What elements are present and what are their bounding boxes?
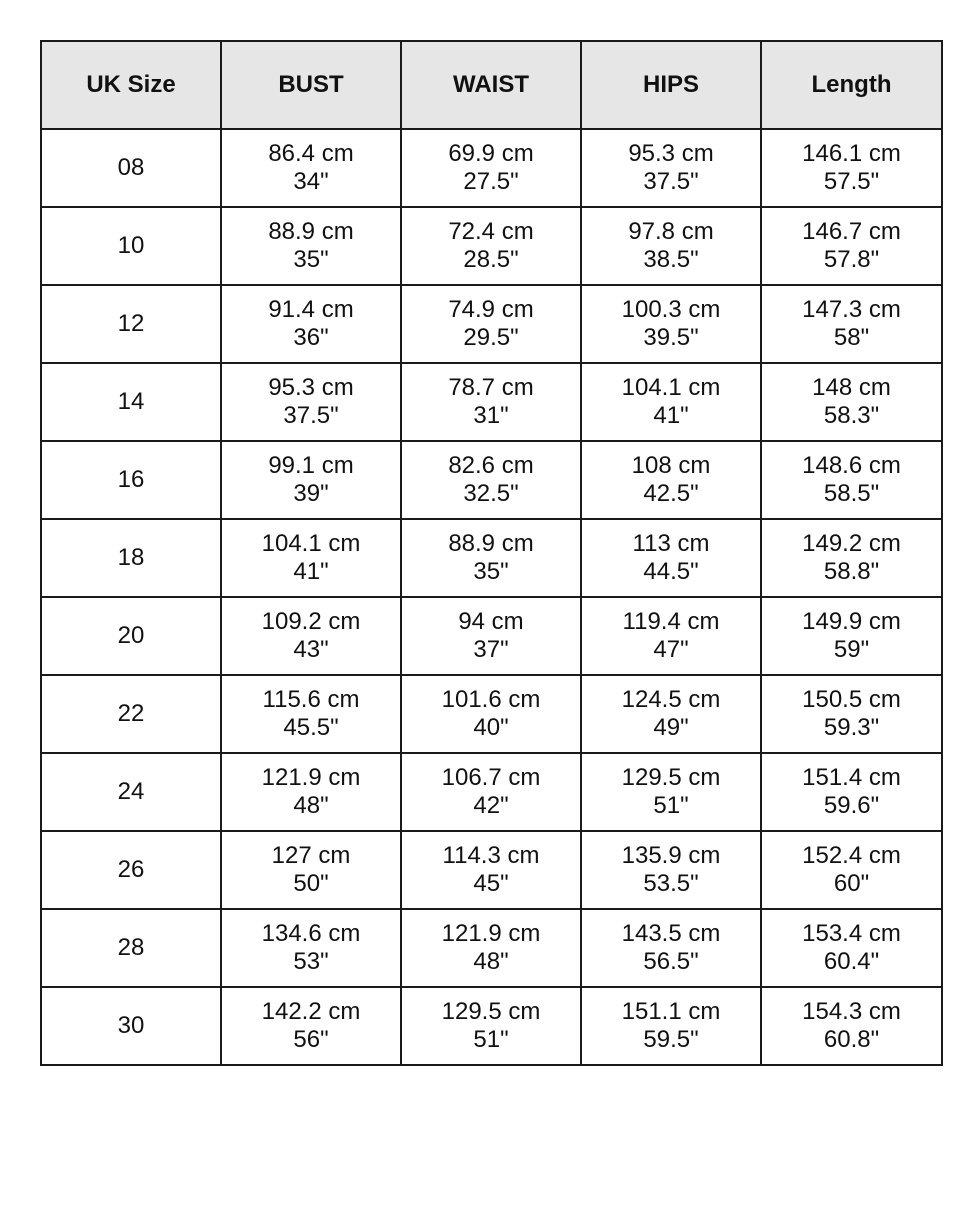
table-row — [41, 675, 942, 753]
bust-cell — [221, 519, 401, 597]
bust-inch-value: 43" — [293, 636, 329, 663]
waist-cm-value: 78.7 cm — [448, 374, 534, 401]
uk-size-cell: 20 — [41, 597, 221, 675]
hips-cm-value: 151.1 cm — [621, 998, 721, 1025]
table-row — [41, 129, 942, 207]
waist-cell — [401, 363, 581, 441]
bust-cell — [221, 909, 401, 987]
waist-inch-value: 48" — [473, 948, 509, 975]
hips-cell — [581, 597, 761, 675]
bust-inch-value: 36" — [293, 324, 329, 351]
hips-cell — [581, 129, 761, 207]
waist-inch-value: 37" — [473, 636, 509, 663]
table-row — [41, 441, 942, 519]
waist-cm-value: 106.7 cm — [441, 764, 541, 791]
waist-cell — [401, 675, 581, 753]
bust-inch-value: 53" — [293, 948, 329, 975]
length-cm-value: 151.4 cm — [802, 764, 901, 791]
waist-cell — [401, 831, 581, 909]
hips-cm-value: 108 cm — [631, 452, 711, 479]
waist-inch-value: 32.5" — [463, 480, 519, 507]
hips-inch-value: 51" — [653, 792, 689, 819]
waist-cell — [401, 441, 581, 519]
table-row — [41, 285, 942, 363]
length-inch-value: 60.4" — [823, 948, 880, 975]
table-row — [41, 363, 942, 441]
header-bust: BUST — [221, 41, 401, 129]
table-row — [41, 987, 942, 1065]
table-body — [41, 129, 942, 1065]
hips-cell — [581, 987, 761, 1065]
length-inch-value: 59.3" — [823, 714, 880, 741]
waist-inch-value: 31" — [473, 402, 509, 429]
waist-cell — [401, 597, 581, 675]
waist-cell — [401, 207, 581, 285]
waist-inch-value: 40" — [473, 714, 509, 741]
length-cell — [761, 597, 942, 675]
waist-inch-value: 42" — [473, 792, 509, 819]
waist-cm-value: 72.4 cm — [448, 218, 534, 245]
length-cell — [761, 441, 942, 519]
table-row — [41, 207, 942, 285]
uk-size-cell: 30 — [41, 987, 221, 1065]
length-cm-value: 148.6 cm — [802, 452, 901, 479]
hips-inch-value: 53.5" — [643, 870, 699, 897]
bust-inch-value: 45.5" — [283, 714, 339, 741]
length-cell — [761, 129, 942, 207]
header-waist: WAIST — [401, 41, 581, 129]
hips-cell — [581, 363, 761, 441]
bust-inch-value: 37.5" — [283, 402, 339, 429]
length-cell — [761, 987, 942, 1065]
hips-cell — [581, 519, 761, 597]
waist-cm-value: 94 cm — [458, 608, 524, 635]
hips-cm-value: 100.3 cm — [621, 296, 721, 323]
hips-cm-value: 143.5 cm — [621, 920, 721, 947]
header-row — [41, 41, 942, 129]
bust-cell — [221, 675, 401, 753]
waist-cm-value: 101.6 cm — [441, 686, 541, 713]
hips-cm-value: 95.3 cm — [628, 140, 714, 167]
waist-inch-value: 29.5" — [463, 324, 519, 351]
length-cm-value: 149.9 cm — [802, 608, 901, 635]
bust-inch-value: 39" — [293, 480, 329, 507]
hips-cell — [581, 441, 761, 519]
waist-inch-value: 51" — [473, 1026, 509, 1053]
hips-cm-value: 113 cm — [632, 530, 710, 557]
bust-inch-value: 48" — [293, 792, 329, 819]
bust-cm-value: 104.1 cm — [261, 530, 361, 557]
bust-cell — [221, 597, 401, 675]
uk-size-cell: 14 — [41, 363, 221, 441]
length-inch-value: 60.8" — [823, 1026, 880, 1053]
hips-inch-value: 59.5" — [643, 1026, 699, 1053]
bust-inch-value: 41" — [293, 558, 329, 585]
length-cell — [761, 519, 942, 597]
bust-cm-value: 91.4 cm — [268, 296, 354, 323]
length-inch-value: 58.5" — [823, 480, 880, 507]
waist-cell — [401, 519, 581, 597]
length-cm-value: 152.4 cm — [802, 842, 901, 869]
length-inch-value: 60" — [833, 870, 870, 897]
hips-inch-value: 42.5" — [643, 480, 699, 507]
bust-cm-value: 127 cm — [271, 842, 351, 869]
uk-size-cell: 08 — [41, 129, 221, 207]
table-header — [41, 41, 942, 129]
waist-cm-value: 88.9 cm — [448, 530, 534, 557]
hips-cm-value: 104.1 cm — [621, 374, 721, 401]
header-length: Length — [761, 41, 942, 129]
waist-cm-value: 121.9 cm — [441, 920, 541, 947]
bust-cm-value: 142.2 cm — [261, 998, 361, 1025]
waist-inch-value: 45" — [473, 870, 509, 897]
hips-cell — [581, 753, 761, 831]
uk-size-cell: 26 — [41, 831, 221, 909]
length-cm-value: 150.5 cm — [802, 686, 901, 713]
bust-cm-value: 95.3 cm — [268, 374, 354, 401]
waist-cm-value: 82.6 cm — [448, 452, 534, 479]
hips-cell — [581, 831, 761, 909]
waist-cell — [401, 753, 581, 831]
bust-cell — [221, 285, 401, 363]
length-inch-value: 58.3" — [823, 402, 880, 429]
table-row — [41, 909, 942, 987]
bust-cell — [221, 129, 401, 207]
length-cell — [761, 909, 942, 987]
hips-cell — [581, 285, 761, 363]
bust-cm-value: 86.4 cm — [268, 140, 354, 167]
table-row — [41, 597, 942, 675]
length-cm-value: 146.1 cm — [802, 140, 901, 167]
waist-cm-value: 69.9 cm — [448, 140, 534, 167]
bust-cm-value: 121.9 cm — [261, 764, 361, 791]
length-cell — [761, 831, 942, 909]
length-cm-value: 153.4 cm — [802, 920, 901, 947]
waist-cm-value: 114.3 cm — [442, 842, 540, 869]
waist-cm-value: 74.9 cm — [448, 296, 534, 323]
waist-cell — [401, 987, 581, 1065]
uk-size-cell: 10 — [41, 207, 221, 285]
bust-cm-value: 115.6 cm — [262, 686, 360, 713]
length-inch-value: 57.8" — [823, 246, 880, 273]
header-uk-size: UK Size — [41, 41, 221, 129]
bust-inch-value: 35" — [293, 246, 329, 273]
uk-size-cell: 22 — [41, 675, 221, 753]
length-cm-value: 149.2 cm — [802, 530, 901, 557]
uk-size-cell: 16 — [41, 441, 221, 519]
length-cell — [761, 753, 942, 831]
bust-cell — [221, 363, 401, 441]
bust-cm-value: 99.1 cm — [268, 452, 354, 479]
bust-cell — [221, 753, 401, 831]
table-row — [41, 831, 942, 909]
bust-inch-value: 50" — [293, 870, 329, 897]
waist-inch-value: 35" — [473, 558, 509, 585]
hips-inch-value: 44.5" — [643, 558, 699, 585]
waist-cm-value: 129.5 cm — [441, 998, 541, 1025]
hips-cell — [581, 675, 761, 753]
table-row — [41, 753, 942, 831]
length-cell — [761, 285, 942, 363]
hips-inch-value: 38.5" — [643, 246, 699, 273]
uk-size-cell: 18 — [41, 519, 221, 597]
length-cm-value: 146.7 cm — [802, 218, 901, 245]
uk-size-cell: 12 — [41, 285, 221, 363]
hips-cm-value: 97.8 cm — [628, 218, 714, 245]
bust-inch-value: 56" — [293, 1026, 329, 1053]
length-cell — [761, 207, 942, 285]
length-inch-value: 57.5" — [823, 168, 880, 195]
length-cell — [761, 363, 942, 441]
length-cell — [761, 675, 942, 753]
hips-inch-value: 56.5" — [643, 948, 699, 975]
waist-cell — [401, 285, 581, 363]
hips-inch-value: 49" — [653, 714, 689, 741]
hips-inch-value: 41" — [653, 402, 689, 429]
bust-cm-value: 134.6 cm — [261, 920, 361, 947]
bust-cell — [221, 987, 401, 1065]
bust-inch-value: 34" — [293, 168, 329, 195]
waist-cell — [401, 909, 581, 987]
hips-cm-value: 119.4 cm — [622, 608, 720, 635]
header-hips: HIPS — [581, 41, 761, 129]
uk-size-cell: 28 — [41, 909, 221, 987]
bust-cell — [221, 441, 401, 519]
length-cm-value: 147.3 cm — [802, 296, 901, 323]
hips-cell — [581, 909, 761, 987]
hips-inch-value: 39.5" — [643, 324, 699, 351]
table-row — [41, 519, 942, 597]
length-cm-value: 154.3 cm — [802, 998, 901, 1025]
uk-size-cell: 24 — [41, 753, 221, 831]
length-inch-value: 58" — [833, 324, 870, 351]
waist-cell — [401, 129, 581, 207]
waist-inch-value: 28.5" — [463, 246, 519, 273]
bust-cell — [221, 831, 401, 909]
hips-cm-value: 129.5 cm — [621, 764, 721, 791]
hips-cell — [581, 207, 761, 285]
bust-cm-value: 109.2 cm — [261, 608, 361, 635]
waist-inch-value: 27.5" — [463, 168, 519, 195]
bust-cell — [221, 207, 401, 285]
hips-inch-value: 47" — [653, 636, 689, 663]
hips-cm-value: 124.5 cm — [621, 686, 721, 713]
length-cm-value: 148 cm — [812, 374, 891, 401]
size-chart-table — [40, 40, 943, 1066]
length-inch-value: 59" — [833, 636, 870, 663]
length-inch-value: 59.6" — [823, 792, 880, 819]
hips-cm-value: 135.9 cm — [621, 842, 721, 869]
length-inch-value: 58.8" — [823, 558, 880, 585]
hips-inch-value: 37.5" — [643, 168, 699, 195]
bust-cm-value: 88.9 cm — [268, 218, 354, 245]
